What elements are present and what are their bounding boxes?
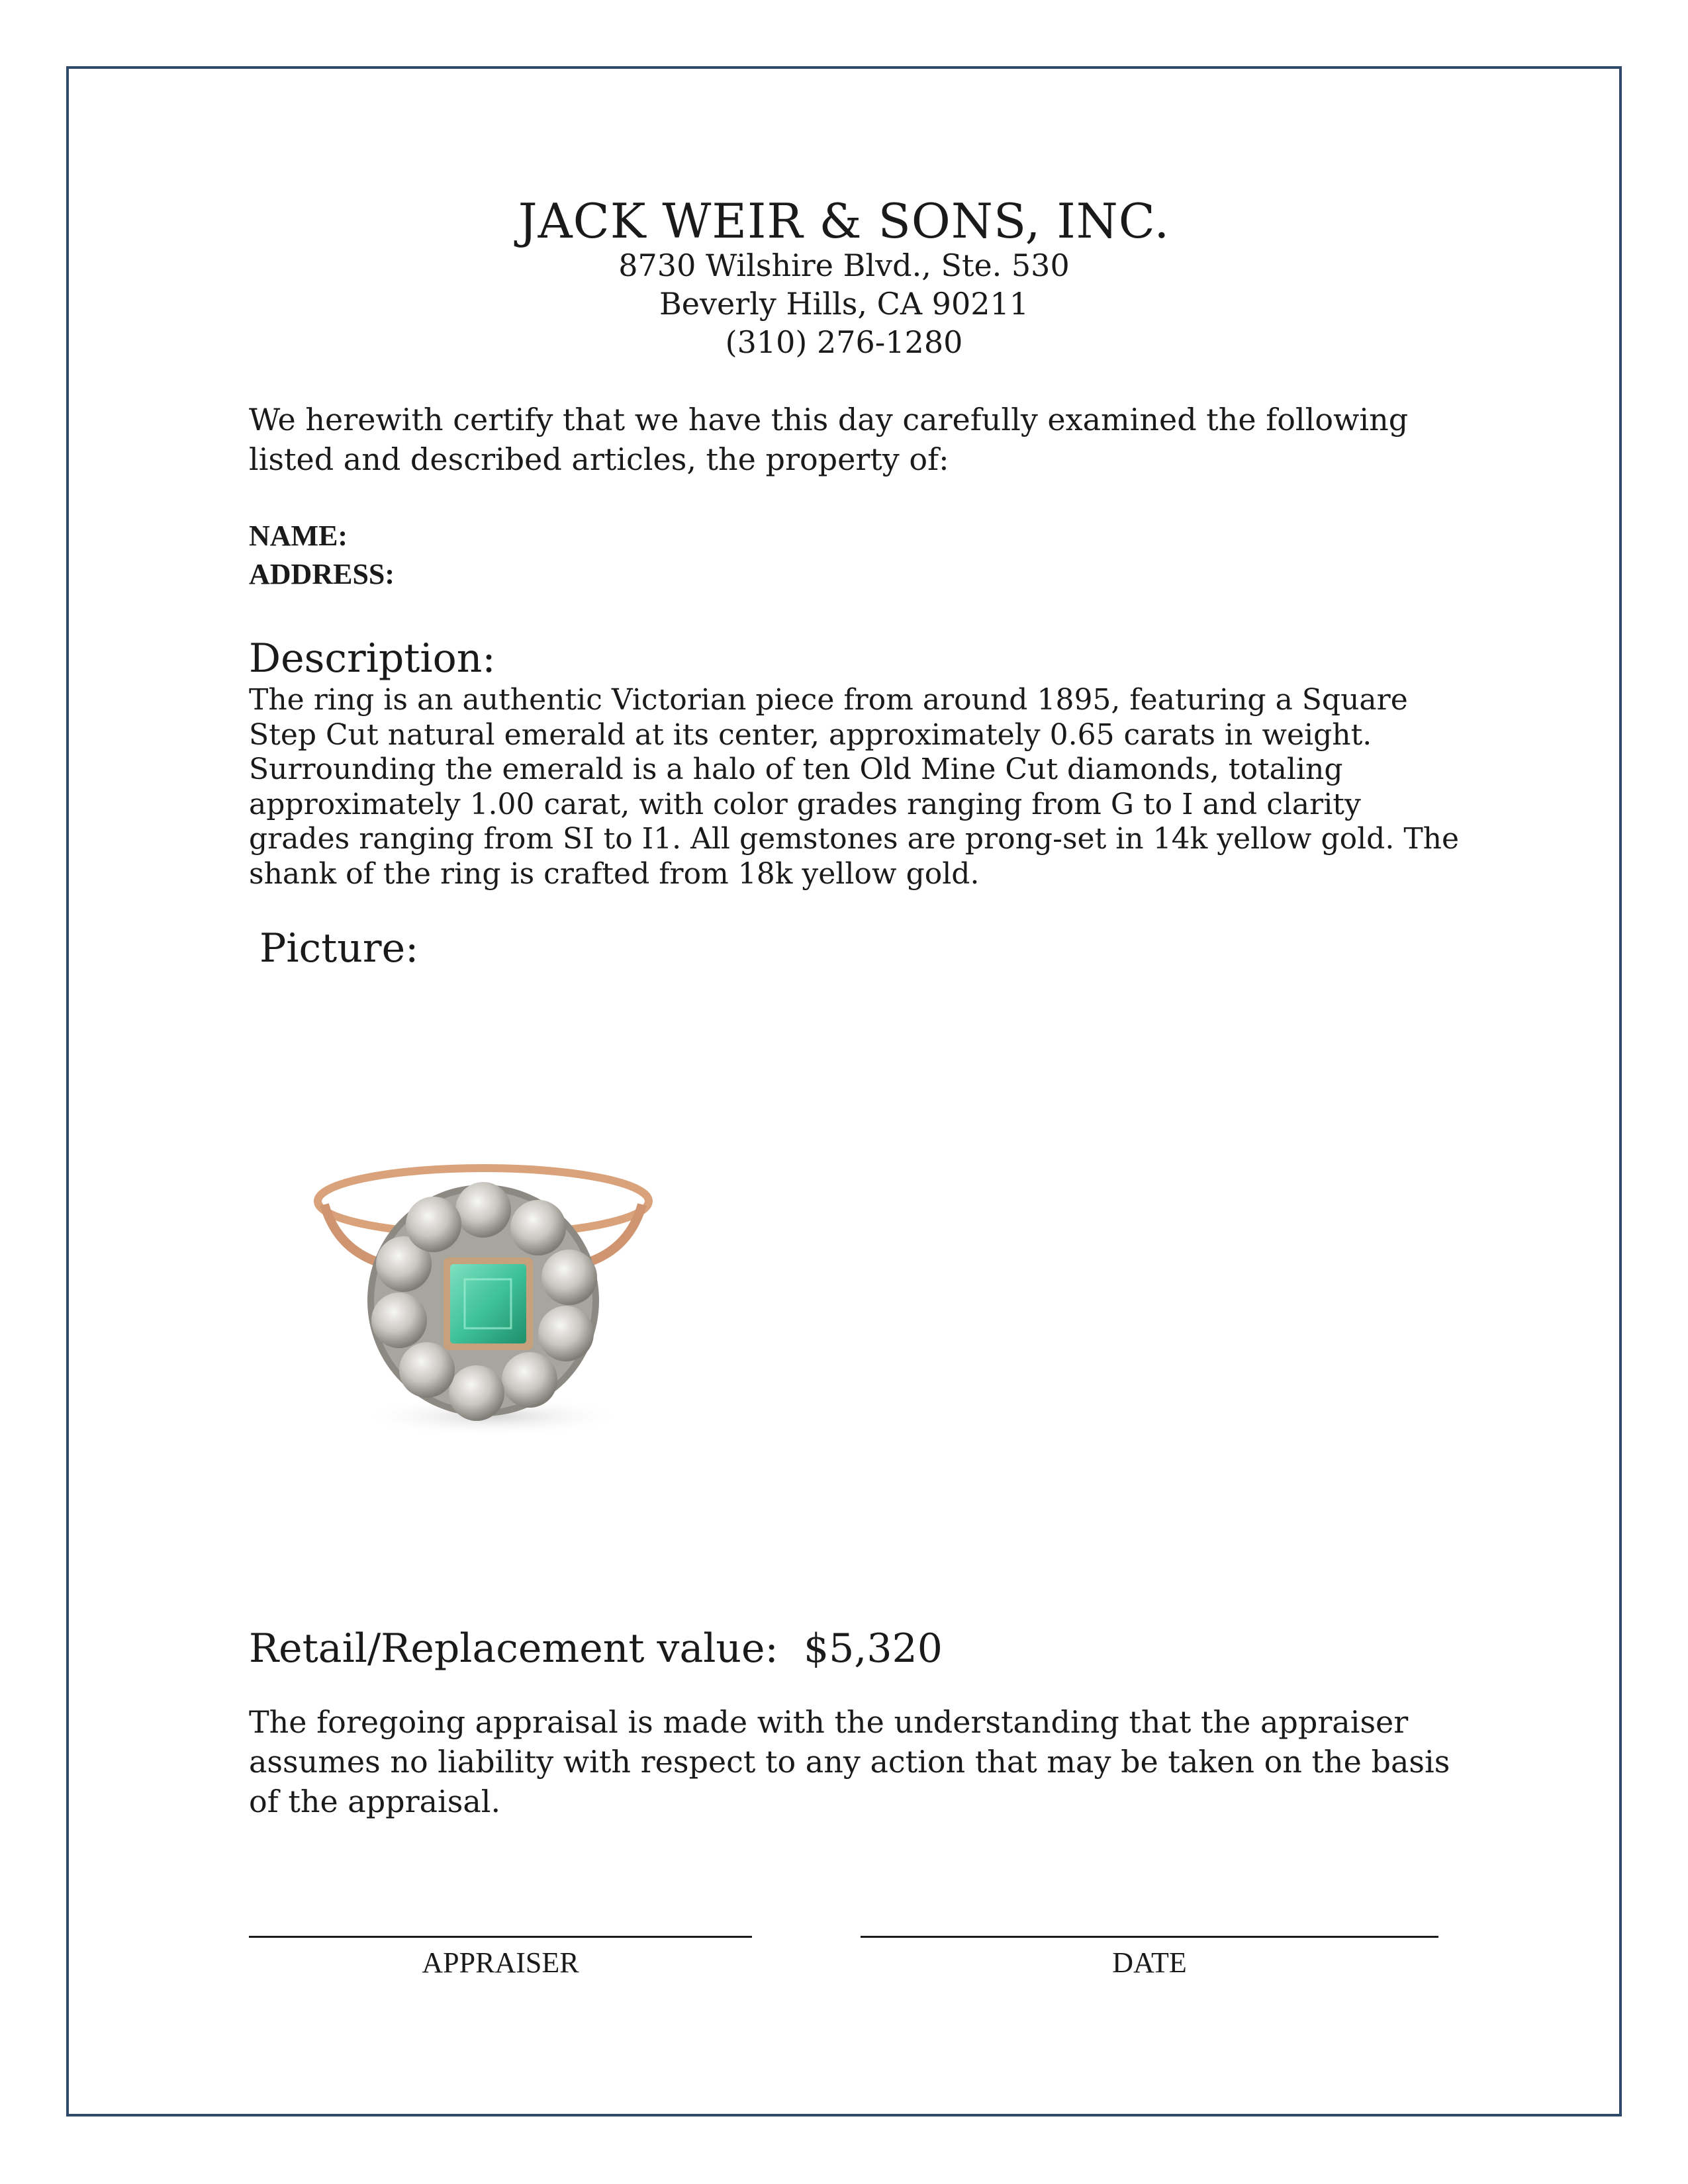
company-phone: (310) 276-1280 xyxy=(725,324,963,360)
certification-text: We herewith certify that we have this day carefully examined the following listed and described articles, the property of: xyxy=(249,402,1409,477)
description-body: The ring is an authentic Victorian piece from around 1895, featuring a Square Step Cut natural emerald at its center, approximately 0.65 carats in weight. Surrounding the emerald is a halo of ten Old Mine Cut diamonds, totaling approximately 1.00 carat, with color grades ranging from G to I and clarity grades ranging from SI to I1. All gemstones are prong-set in 14k yellow gold. The shank of the ring is crafted from 18k yellow gold. xyxy=(249,683,1460,891)
date-label: DATE xyxy=(1112,1946,1187,1979)
description-heading: Description: xyxy=(249,635,496,682)
valuation-amount: $5,320 xyxy=(803,1625,943,1672)
company-address-line1: 8730 Wilshire Blvd., Ste. 530 xyxy=(618,248,1070,283)
address-label: ADDRESS: xyxy=(249,558,395,590)
ring-photo xyxy=(311,1152,669,1443)
company-address-line2: Beverly Hills, CA 90211 xyxy=(659,286,1029,322)
date-signature-line xyxy=(861,1936,1438,1938)
appraiser-signature-line xyxy=(249,1936,752,1938)
valuation-label: Retail/Replacement value: xyxy=(249,1625,778,1672)
valuation-line xyxy=(249,1625,943,1672)
picture-heading: Picture: xyxy=(259,925,419,972)
name-label: NAME: xyxy=(249,520,348,552)
company-name: JACK WEIR & SONS, INC. xyxy=(518,193,1170,249)
disclaimer-text: The foregoing appraisal is made with the understanding that the appraiser assumes no liability with respect to any action that may be taken on the basis of the appraisal. xyxy=(249,1704,1450,1819)
appraiser-label: APPRAISER xyxy=(422,1946,579,1979)
emerald-stone xyxy=(450,1264,526,1343)
